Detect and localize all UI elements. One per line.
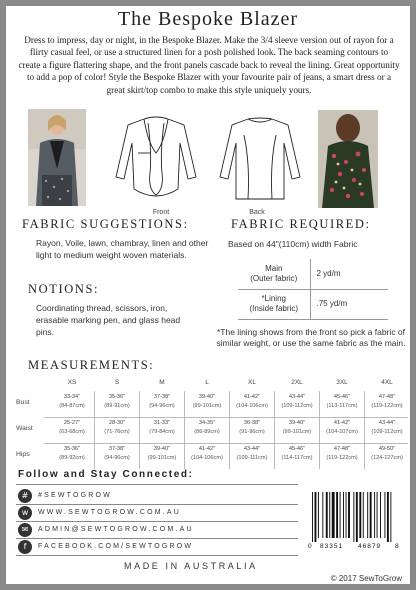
measurement-inches: 28-30" bbox=[108, 420, 126, 426]
measurement-cm: (104-106cm) bbox=[191, 455, 223, 461]
barcode-bar bbox=[377, 492, 378, 538]
measurement-cell bbox=[275, 445, 319, 463]
measurement-inches: 39-40" bbox=[198, 394, 216, 400]
table-row bbox=[238, 289, 388, 319]
description: Dress to impress, day or night, in the Bespoke Blazer. Make the 3/4 sleeve version out of rayon for a flirty casual feel, or use a structured linen for a posh polished look. The back seaming contours to create a figure flattering shape, and the front panels cascade back to reveal the lining. Great opportunity to add a pop of color! Style the Bespoke Blazer with your favourite pair of jeans, a smart dress or a great skirt/top combo to make this style uniquely yours. bbox=[18, 35, 400, 95]
social-link-text: ADMIN@SEWTOGROW.COM.AU bbox=[38, 526, 194, 533]
fabric-required-heading: FABRIC REQUIRED: bbox=[231, 217, 371, 231]
measurement-cm: (109-111cm) bbox=[236, 455, 268, 461]
measurement-inches: 43-44" bbox=[288, 394, 306, 400]
main-fabric-amount: 2 yd/m bbox=[310, 259, 388, 289]
divider bbox=[16, 504, 298, 505]
facebook-icon: f bbox=[18, 540, 32, 554]
measurement-cell bbox=[95, 445, 139, 463]
barcode-bar bbox=[322, 492, 323, 538]
measurement-inches: 43-44" bbox=[378, 420, 396, 426]
size-header: S bbox=[114, 379, 120, 386]
email-icon: ✉ bbox=[18, 523, 32, 537]
barcode-bar bbox=[336, 492, 338, 538]
web-icon: w bbox=[18, 506, 32, 520]
measurement-cm: (124-127cm) bbox=[371, 455, 403, 461]
barcode-bar bbox=[332, 492, 335, 538]
social-link-text: WWW.SEWTOGROW.COM.AU bbox=[38, 509, 182, 516]
measurement-cell bbox=[230, 419, 274, 437]
size-header: M bbox=[159, 379, 165, 386]
lining-fabric-label bbox=[238, 289, 310, 319]
follow-heading: Follow and Stay Connected: bbox=[18, 469, 194, 480]
front-label: Front bbox=[152, 209, 170, 216]
measurement-cell bbox=[50, 445, 94, 463]
model-photo-front bbox=[28, 109, 86, 206]
barcode-trail-digit: 8 bbox=[395, 543, 399, 550]
lining-note: *The lining shows from the front so pick a fabric of similar weight, or use the same fabric as the main. bbox=[216, 327, 406, 348]
measurements-heading: MEASUREMENTS: bbox=[28, 358, 155, 372]
barcode-bar bbox=[346, 492, 347, 538]
barcode-bar bbox=[367, 492, 368, 538]
measurement-cell bbox=[95, 419, 139, 437]
fabric-required-table bbox=[238, 259, 388, 320]
divider bbox=[16, 555, 298, 556]
measurement-inches: 41-42" bbox=[198, 446, 216, 452]
measurement-inches: 31-33" bbox=[153, 420, 171, 426]
measurement-cm: (104-107cm) bbox=[326, 429, 358, 435]
measurement-inches: 49-50" bbox=[378, 446, 396, 452]
barcode-bar bbox=[384, 492, 385, 538]
label-line: *Lining bbox=[261, 294, 286, 303]
barcode-bar bbox=[370, 492, 372, 538]
divider bbox=[16, 521, 298, 522]
measurement-inches: 43-44" bbox=[243, 446, 261, 452]
main-fabric-label bbox=[238, 259, 310, 289]
measurement-inches: 39-40" bbox=[288, 420, 306, 426]
row-label: Waist bbox=[16, 425, 33, 432]
label-line: (Outer fabric) bbox=[250, 273, 298, 283]
barcode-bar bbox=[343, 492, 344, 538]
measurement-cell bbox=[320, 445, 364, 463]
measurement-inches: 45-46" bbox=[333, 394, 351, 400]
measurement-cm: (86-89cm) bbox=[194, 429, 220, 435]
measurement-cell bbox=[140, 419, 184, 437]
measurement-inches: 37-38" bbox=[153, 394, 171, 400]
social-link-instagram[interactable] bbox=[18, 489, 302, 505]
measurement-inches: 41-42" bbox=[243, 394, 261, 400]
measurement-cm: (94-96cm) bbox=[149, 403, 175, 409]
instagram-icon: # bbox=[18, 489, 32, 503]
barcode-bar bbox=[340, 492, 341, 538]
barcode-bar bbox=[315, 492, 317, 542]
barcode-lead-digit: 0 bbox=[308, 543, 312, 550]
pattern-back-cover bbox=[6, 6, 410, 584]
measurement-inches: 37-38" bbox=[108, 446, 126, 452]
measurement-inches: 33-34" bbox=[63, 394, 81, 400]
back-label: Back bbox=[249, 209, 265, 216]
table-row bbox=[16, 417, 408, 443]
measurement-inches: 34-35" bbox=[198, 420, 216, 426]
measurement-inches: 47-48" bbox=[333, 446, 351, 452]
social-link-text: FACEBOOK.COM/SEWTOGROW bbox=[38, 543, 194, 550]
copyright: © 2017 SewToGrow bbox=[330, 574, 402, 583]
barcode-bar bbox=[326, 492, 328, 538]
barcode-left-digits: 83351 bbox=[320, 543, 344, 550]
measurement-cell bbox=[230, 393, 274, 411]
size-header: 4XL bbox=[381, 379, 393, 386]
size-header: 2XL bbox=[291, 379, 303, 386]
page-title: The Bespoke Blazer bbox=[117, 8, 299, 30]
measurement-cell bbox=[140, 445, 184, 463]
divider bbox=[16, 538, 298, 539]
table-row bbox=[238, 259, 388, 289]
measurement-cm: (114-117cm) bbox=[281, 455, 313, 461]
fabric-suggestions-heading: FABRIC SUGGESTIONS: bbox=[22, 217, 189, 231]
measurement-cell bbox=[275, 419, 319, 437]
barcode-bar bbox=[363, 492, 364, 538]
measurement-cm: (71-76cm) bbox=[104, 429, 130, 435]
measurement-cell bbox=[185, 393, 229, 411]
measurement-cm: (89-91cm) bbox=[104, 403, 130, 409]
measurement-cm: (104-106cm) bbox=[236, 403, 268, 409]
measurement-inches: 41-42" bbox=[333, 420, 351, 426]
social-link-email[interactable] bbox=[18, 523, 302, 539]
model-photo-back bbox=[318, 110, 378, 208]
measurement-cell bbox=[320, 393, 364, 411]
notions-text: Coordinating thread, scissors, iron, erasable marking pen, and glass head pins. bbox=[36, 303, 181, 338]
fabric-suggestions-text: Rayon, Voile, lawn, chambray, linen and other light to medium weight woven materials. bbox=[36, 238, 209, 261]
row-label: Hips bbox=[16, 451, 30, 458]
measurement-cm: (94-96cm) bbox=[104, 455, 130, 461]
measurement-cm: (79-84cm) bbox=[149, 429, 175, 435]
measurement-cell bbox=[365, 445, 409, 463]
barcode-bar bbox=[348, 492, 350, 538]
measurement-cell bbox=[50, 419, 94, 437]
measurement-cell bbox=[185, 419, 229, 437]
measurement-cell bbox=[275, 393, 319, 411]
measurement-cell bbox=[95, 393, 139, 411]
barcode-bar bbox=[353, 492, 354, 542]
social-link-facebook[interactable] bbox=[18, 540, 302, 556]
measurement-inches: 39-40" bbox=[153, 446, 171, 452]
measurement-inches: 36-38" bbox=[243, 420, 261, 426]
social-link-web[interactable] bbox=[18, 506, 302, 522]
measurement-cm: (99-101cm) bbox=[192, 403, 222, 409]
divider bbox=[16, 484, 298, 485]
table-row bbox=[16, 443, 408, 469]
measurement-cell bbox=[365, 393, 409, 411]
measurement-cell bbox=[230, 445, 274, 463]
measurement-cm: (109-112cm) bbox=[281, 403, 313, 409]
measurement-cm: (119-122cm) bbox=[371, 403, 403, 409]
measurement-cm: (113-117cm) bbox=[326, 403, 358, 409]
size-header: L bbox=[205, 379, 209, 386]
measurement-cm: (91-96cm) bbox=[239, 429, 265, 435]
measurement-cm: (99-101cm) bbox=[147, 455, 177, 461]
measurement-cm: (63-68cm) bbox=[59, 429, 85, 435]
back-sketch bbox=[214, 113, 306, 209]
barcode bbox=[306, 488, 402, 550]
barcode-bar bbox=[374, 492, 375, 538]
size-header: XS bbox=[67, 379, 77, 386]
front-sketch bbox=[110, 113, 202, 209]
row-label: Bust bbox=[16, 399, 30, 406]
measurement-cell bbox=[50, 393, 94, 411]
fabric-required-basis: Based on 44"(110cm) width Fabric bbox=[228, 239, 358, 249]
barcode-bar bbox=[380, 492, 381, 538]
measurement-cell bbox=[320, 419, 364, 437]
barcode-bar bbox=[359, 492, 361, 538]
label-line: (Inside fabric) bbox=[249, 304, 298, 313]
barcode-right-digits: 46879 bbox=[358, 543, 382, 550]
barcode-bar bbox=[318, 492, 319, 538]
measurement-inches: 35-36" bbox=[108, 394, 126, 400]
measurement-cm: (109-112cm) bbox=[371, 429, 403, 435]
lining-fabric-amount: .75 yd/m bbox=[310, 289, 388, 319]
made-in-label: MADE IN AUSTRALIA bbox=[124, 561, 258, 571]
measurement-inches: 45-46" bbox=[288, 446, 306, 452]
measurement-cm: (119-122cm) bbox=[326, 455, 358, 461]
size-header: XL bbox=[248, 379, 256, 386]
barcode-bar bbox=[312, 492, 313, 542]
barcode-bar bbox=[356, 492, 358, 542]
measurement-cm: (84-87cm) bbox=[59, 403, 85, 409]
label-line: Main bbox=[265, 263, 283, 273]
measurement-cell bbox=[140, 393, 184, 411]
barcode-bar bbox=[390, 492, 391, 542]
measurement-cell bbox=[365, 419, 409, 437]
size-header: 3XL bbox=[336, 379, 348, 386]
measurement-cm: (89-92cm) bbox=[59, 455, 85, 461]
barcode-bar bbox=[329, 492, 330, 538]
notions-heading: NOTIONS: bbox=[28, 282, 100, 296]
measurement-inches: 35-36" bbox=[63, 446, 81, 452]
measurement-cell bbox=[185, 445, 229, 463]
measurement-inches: 47-48" bbox=[378, 394, 396, 400]
social-link-text: #SEWTOGROW bbox=[38, 492, 112, 499]
table-row bbox=[16, 391, 408, 417]
measurement-inches: 25-27" bbox=[63, 420, 81, 426]
barcode-bar bbox=[387, 492, 389, 542]
measurement-cm: (99-101cm) bbox=[282, 429, 312, 435]
